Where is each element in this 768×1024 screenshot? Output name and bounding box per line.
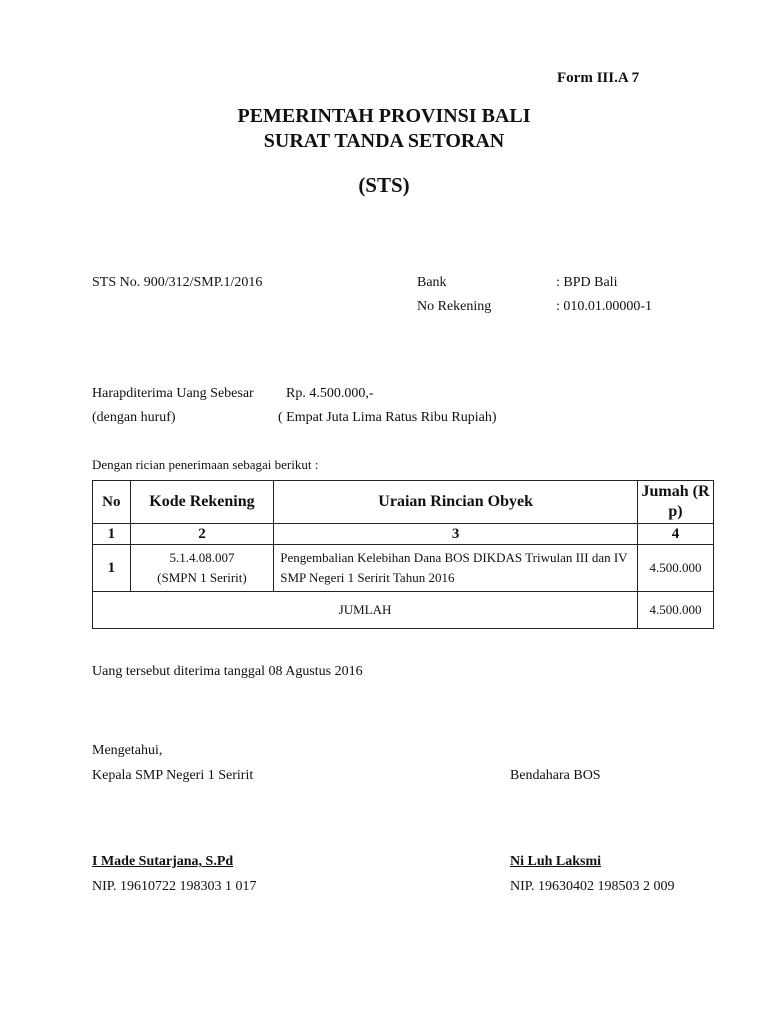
table-header-row xyxy=(93,481,714,524)
total-row xyxy=(93,592,714,629)
document-title-sts: SURAT TANDA SETORAN xyxy=(263,130,505,152)
row-no: 1 xyxy=(93,545,131,592)
account-number-label: No Rekening xyxy=(417,299,492,314)
treasurer-title: Bendahara BOS xyxy=(510,768,601,783)
table-row xyxy=(93,545,714,592)
treasurer-name: Ni Luh Laksmi xyxy=(510,854,602,869)
deposit-table xyxy=(92,480,714,629)
amount-words-label: (dengan huruf) xyxy=(92,410,176,425)
row-kode-rekening xyxy=(130,545,274,592)
row-uraian: Pengembalian Kelebihan Dana BOS DIKDAS Triwulan III dan IV SMP Negeri 1 Seririt Tahun 2016 xyxy=(274,545,638,592)
header-no: No xyxy=(93,481,131,524)
total-value: 4.500.000 xyxy=(638,592,714,629)
acknowledged-label: Mengetahui, xyxy=(92,743,163,758)
document-title-abbrev: (STS) xyxy=(358,173,410,197)
amount-label: Harapditerima Uang Sebesar xyxy=(92,386,254,401)
column-number-row xyxy=(93,524,714,545)
kode-school: (SMPN 1 Seririt) xyxy=(157,570,247,585)
bank-label: Bank xyxy=(417,275,447,290)
treasurer-nip: NIP. 19630402 198503 2 009 xyxy=(510,879,675,894)
sts-number: STS No. 900/312/SMP.1/2016 xyxy=(92,275,263,290)
principal-name: I Made Sutarjana, S.Pd xyxy=(92,854,234,869)
header-uraian: Uraian Rincian Obyek xyxy=(274,481,638,524)
column-number: 1 xyxy=(93,524,131,545)
amount-value: Rp. 4.500.000,- xyxy=(286,386,374,401)
amount-words-value: ( Empat Juta Lima Ratus Ribu Rupiah) xyxy=(278,410,497,425)
bank-value: : BPD Bali xyxy=(556,275,618,290)
principal-nip: NIP. 19610722 198303 1 017 xyxy=(92,879,257,894)
header-kode-rekening: Kode Rekening xyxy=(130,481,274,524)
column-number: 4 xyxy=(638,524,714,545)
document-title-government: PEMERINTAH PROVINSI BALI xyxy=(237,105,531,127)
column-number: 2 xyxy=(130,524,274,545)
principal-title: Kepala SMP Negeri 1 Seririt xyxy=(92,768,254,783)
header-jumlah: Jumah (Rp) xyxy=(638,481,714,524)
row-jumlah: 4.500.000 xyxy=(638,545,714,592)
rincian-intro: Dengan rician penerimaan sebagai berikut : xyxy=(92,457,319,472)
account-number-value: : 010.01.00000-1 xyxy=(556,299,653,314)
form-code: Form III.A 7 xyxy=(557,70,640,86)
kode-code: 5.1.4.08.007 xyxy=(169,550,235,565)
total-label: JUMLAH xyxy=(93,592,638,629)
column-number: 3 xyxy=(274,524,638,545)
received-date-statement: Uang tersebut diterima tanggal 08 Agustus 2016 xyxy=(92,664,363,679)
